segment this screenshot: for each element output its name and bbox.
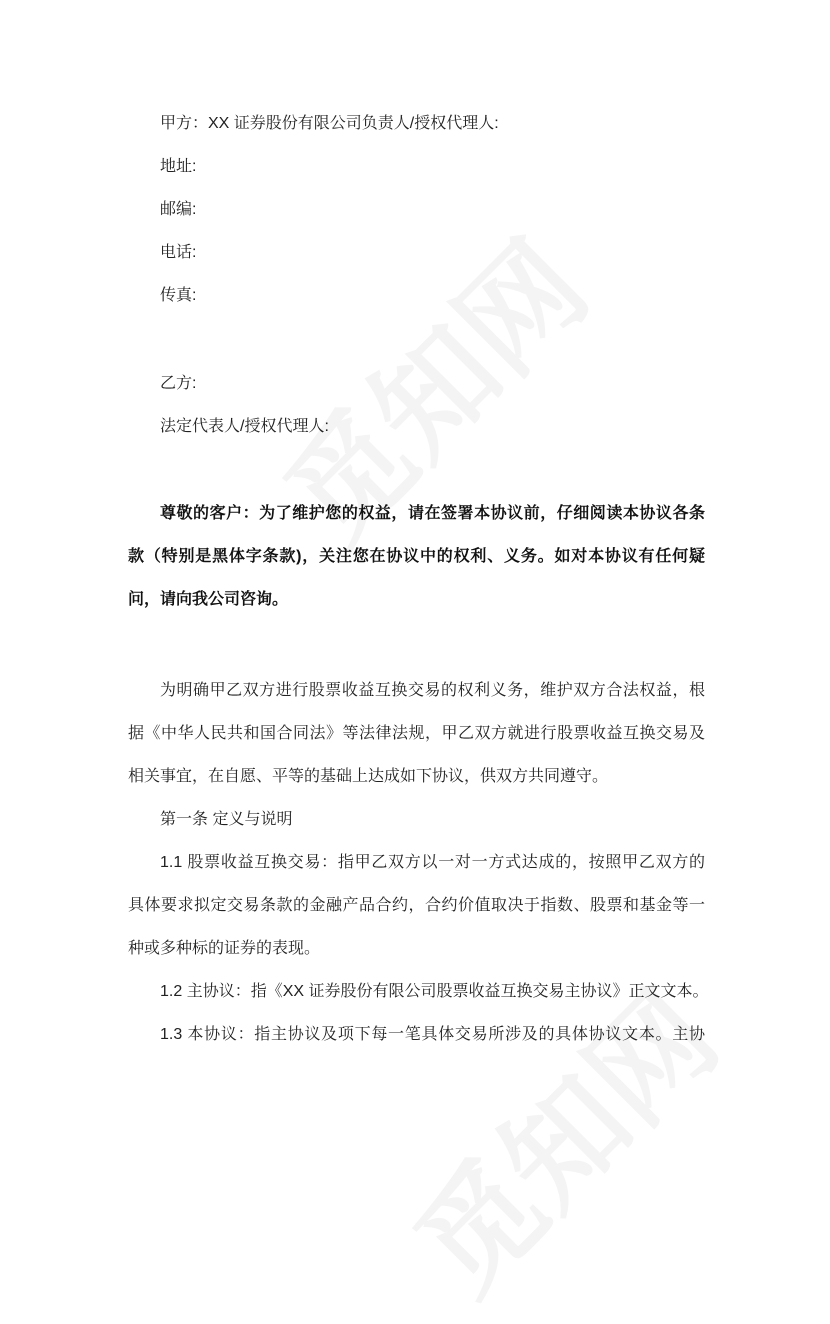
party-b-representative: 法定代表人/授权代理人: bbox=[160, 418, 329, 435]
notice-line: 尊敬的客户：为了维护您的权益，请在签署本协议前，仔细阅读本协议各条 bbox=[160, 505, 705, 522]
notice-line: 款（特别是黑体字条款)，关注您在协议中的权利、义务。如对本协议有任何疑 bbox=[128, 548, 705, 565]
party-a-phone: 电话: bbox=[160, 244, 197, 261]
party-a-fax: 传真: bbox=[160, 287, 197, 304]
clause-1-3: 1.3 本协议：指主协议及项下每一笔具体交易所涉及的具体协议文本。主协 bbox=[160, 1026, 705, 1043]
party-a-title: 甲方：XX 证券股份有限公司负责人/授权代理人: bbox=[160, 115, 499, 132]
clause-1-1-line: 种或多种标的证券的表现。 bbox=[128, 940, 321, 957]
preamble-line: 据《中华人民共和国合同法》等法律法规，甲乙双方就进行股票收益互换交易及 bbox=[128, 725, 705, 742]
party-a-postcode: 邮编: bbox=[160, 201, 197, 218]
party-b-title: 乙方: bbox=[160, 375, 197, 392]
notice-line: 问，请向我公司咨询。 bbox=[128, 591, 289, 608]
clause-1-2: 1.2 主协议：指《XX 证券股份有限公司股票收益互换交易主协议》正文文本。 bbox=[160, 983, 709, 1000]
preamble-line: 相关事宜，在自愿、平等的基础上达成如下协议，供双方共同遵守。 bbox=[128, 768, 609, 785]
preamble-line: 为明确甲乙双方进行股票收益互换交易的权利义务，维护双方合法权益，根 bbox=[160, 682, 705, 699]
article-1-heading: 第一条 定义与说明 bbox=[160, 811, 293, 828]
party-a-address: 地址: bbox=[160, 158, 197, 175]
clause-1-1-line: 具体要求拟定交易条款的金融产品合约，合约价值取决于指数、股票和基金等一 bbox=[128, 897, 705, 914]
clause-1-1-line: 1.1 股票收益互换交易：指甲乙双方以一对一方式达成的，按照甲乙双方的 bbox=[160, 854, 705, 871]
